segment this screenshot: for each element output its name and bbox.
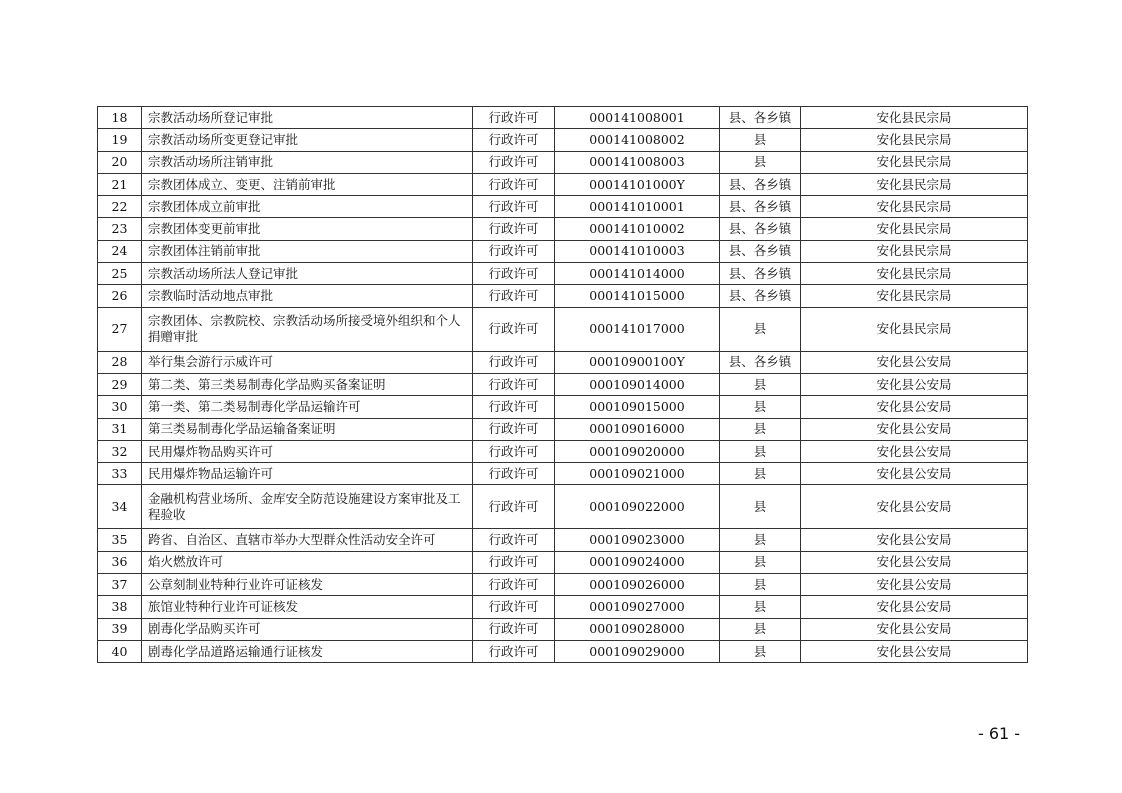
item-type-cell: 行政许可 [473,463,555,485]
item-name-cell: 宗教团体成立前审批 [142,196,473,218]
item-code-cell: 000141014000 [555,263,720,285]
item-name-cell: 第二类、第三类易制毒化学品购买备案证明 [142,373,473,395]
item-level-cell: 县 [720,396,801,418]
item-name-cell: 民用爆炸物品购买许可 [142,440,473,462]
row-number-cell: 40 [98,640,142,662]
item-name-cell: 宗教活动场所法人登记审批 [142,263,473,285]
item-type-cell: 行政许可 [473,596,555,618]
item-level-cell: 县 [720,440,801,462]
item-code-cell: 000109024000 [555,551,720,573]
department-cell: 安化县民宗局 [801,129,1028,151]
item-code-cell: 000141010003 [555,240,720,262]
item-name-cell: 公章刻制业特种行业许可证核发 [142,574,473,596]
item-type-cell: 行政许可 [473,618,555,640]
permits-table-body [98,107,1028,663]
table-row [98,173,1028,195]
item-type-cell: 行政许可 [473,440,555,462]
department-cell: 安化县公安局 [801,574,1028,596]
department-cell: 安化县公安局 [801,351,1028,373]
item-code-cell: 000109015000 [555,396,720,418]
item-type-cell: 行政许可 [473,240,555,262]
item-code-cell: 000109022000 [555,485,720,529]
item-code-cell: 000141008002 [555,129,720,151]
department-cell: 安化县民宗局 [801,151,1028,173]
item-level-cell: 县 [720,640,801,662]
page-number: - 61 - [978,724,1021,743]
row-number-cell: 39 [98,618,142,640]
department-cell: 安化县民宗局 [801,107,1028,129]
item-level-cell: 县、各乡镇 [720,218,801,240]
item-level-cell: 县 [720,596,801,618]
item-type-cell: 行政许可 [473,129,555,151]
item-level-cell: 县 [720,307,801,351]
row-number-cell: 29 [98,373,142,395]
department-cell: 安化县公安局 [801,529,1028,551]
item-level-cell: 县、各乡镇 [720,240,801,262]
department-cell: 安化县民宗局 [801,307,1028,351]
row-number-cell: 27 [98,307,142,351]
item-name-cell: 宗教活动场所变更登记审批 [142,129,473,151]
item-code-cell: 00014101000Y [555,173,720,195]
item-name-cell: 宗教团体成立、变更、注销前审批 [142,173,473,195]
row-number-cell: 31 [98,418,142,440]
table-row [98,529,1028,551]
department-cell: 安化县民宗局 [801,173,1028,195]
item-name-cell: 宗教活动场所登记审批 [142,107,473,129]
row-number-cell: 34 [98,485,142,529]
table-row [98,418,1028,440]
item-code-cell: 000109026000 [555,574,720,596]
item-code-cell: 000109029000 [555,640,720,662]
item-name-cell: 宗教团体变更前审批 [142,218,473,240]
department-cell: 安化县民宗局 [801,218,1028,240]
item-code-cell: 000141017000 [555,307,720,351]
item-name-cell: 剧毒化学品道路运输通行证核发 [142,640,473,662]
item-type-cell: 行政许可 [473,351,555,373]
table-row [98,129,1028,151]
row-number-cell: 32 [98,440,142,462]
item-name-cell: 焰火燃放许可 [142,551,473,573]
table-row [98,218,1028,240]
item-code-cell: 000141008001 [555,107,720,129]
item-type-cell: 行政许可 [473,640,555,662]
row-number-cell: 26 [98,285,142,307]
table-row [98,396,1028,418]
row-number-cell: 33 [98,463,142,485]
table-row [98,373,1028,395]
item-type-cell: 行政许可 [473,418,555,440]
item-type-cell: 行政许可 [473,529,555,551]
item-level-cell: 县 [720,418,801,440]
item-level-cell: 县 [720,151,801,173]
item-level-cell: 县、各乡镇 [720,173,801,195]
row-number-cell: 18 [98,107,142,129]
row-number-cell: 28 [98,351,142,373]
department-cell: 安化县民宗局 [801,240,1028,262]
table-row [98,263,1028,285]
table-row [98,107,1028,129]
department-cell: 安化县公安局 [801,640,1028,662]
item-level-cell: 县、各乡镇 [720,351,801,373]
item-name-cell: 民用爆炸物品运输许可 [142,463,473,485]
table-row [98,307,1028,351]
item-level-cell: 县、各乡镇 [720,285,801,307]
row-number-cell: 38 [98,596,142,618]
item-level-cell: 县 [720,551,801,573]
item-name-cell: 宗教团体、宗教院校、宗教活动场所接受境外组织和个人捐赠审批 [142,307,473,351]
item-type-cell: 行政许可 [473,373,555,395]
item-code-cell: 00010900100Y [555,351,720,373]
row-number-cell: 23 [98,218,142,240]
table-row [98,196,1028,218]
item-code-cell: 000109016000 [555,418,720,440]
department-cell: 安化县公安局 [801,373,1028,395]
item-code-cell: 000109021000 [555,463,720,485]
item-name-cell: 宗教团体注销前审批 [142,240,473,262]
table-row [98,596,1028,618]
table-row [98,151,1028,173]
item-code-cell: 000141010002 [555,218,720,240]
department-cell: 安化县公安局 [801,418,1028,440]
item-level-cell: 县 [720,618,801,640]
item-code-cell: 000109014000 [555,373,720,395]
item-level-cell: 县 [720,129,801,151]
item-level-cell: 县、各乡镇 [720,196,801,218]
table-row [98,463,1028,485]
item-level-cell: 县 [720,373,801,395]
item-name-cell: 剧毒化学品购买许可 [142,618,473,640]
item-name-cell: 宗教临时活动地点审批 [142,285,473,307]
item-type-cell: 行政许可 [473,196,555,218]
table-row [98,285,1028,307]
department-cell: 安化县公安局 [801,396,1028,418]
item-name-cell: 第一类、第二类易制毒化学品运输许可 [142,396,473,418]
item-type-cell: 行政许可 [473,396,555,418]
row-number-cell: 19 [98,129,142,151]
table-row [98,551,1028,573]
row-number-cell: 37 [98,574,142,596]
row-number-cell: 21 [98,173,142,195]
item-type-cell: 行政许可 [473,551,555,573]
department-cell: 安化县公安局 [801,618,1028,640]
item-type-cell: 行政许可 [473,285,555,307]
item-type-cell: 行政许可 [473,574,555,596]
item-name-cell: 跨省、自治区、直辖市举办大型群众性活动安全许可 [142,529,473,551]
item-type-cell: 行政许可 [473,263,555,285]
table-row [98,574,1028,596]
item-type-cell: 行政许可 [473,218,555,240]
table-row [98,440,1028,462]
row-number-cell: 20 [98,151,142,173]
department-cell: 安化县公安局 [801,485,1028,529]
item-type-cell: 行政许可 [473,485,555,529]
item-code-cell: 000109020000 [555,440,720,462]
item-name-cell: 旅馆业特种行业许可证核发 [142,596,473,618]
item-level-cell: 县、各乡镇 [720,107,801,129]
item-type-cell: 行政许可 [473,173,555,195]
item-code-cell: 000141015000 [555,285,720,307]
item-type-cell: 行政许可 [473,151,555,173]
table-row [98,485,1028,529]
table-row [98,240,1028,262]
row-number-cell: 35 [98,529,142,551]
department-cell: 安化县公安局 [801,440,1028,462]
row-number-cell: 24 [98,240,142,262]
item-code-cell: 000141010001 [555,196,720,218]
table-row [98,351,1028,373]
department-cell: 安化县民宗局 [801,196,1028,218]
item-code-cell: 000109023000 [555,529,720,551]
item-name-cell: 第三类易制毒化学品运输备案证明 [142,418,473,440]
item-code-cell: 000141008003 [555,151,720,173]
table-row [98,618,1028,640]
department-cell: 安化县公安局 [801,596,1028,618]
item-level-cell: 县、各乡镇 [720,263,801,285]
item-name-cell: 举行集会游行示威许可 [142,351,473,373]
row-number-cell: 30 [98,396,142,418]
department-cell: 安化县公安局 [801,551,1028,573]
department-cell: 安化县民宗局 [801,263,1028,285]
item-level-cell: 县 [720,485,801,529]
row-number-cell: 25 [98,263,142,285]
item-level-cell: 县 [720,574,801,596]
item-name-cell: 金融机构营业场所、金库安全防范设施建设方案审批及工程验收 [142,485,473,529]
row-number-cell: 22 [98,196,142,218]
item-level-cell: 县 [720,463,801,485]
row-number-cell: 36 [98,551,142,573]
department-cell: 安化县民宗局 [801,285,1028,307]
permits-table [97,106,1028,663]
table-row [98,640,1028,662]
item-code-cell: 000109027000 [555,596,720,618]
department-cell: 安化县公安局 [801,463,1028,485]
item-type-cell: 行政许可 [473,107,555,129]
item-name-cell: 宗教活动场所注销审批 [142,151,473,173]
item-level-cell: 县 [720,529,801,551]
item-code-cell: 000109028000 [555,618,720,640]
item-type-cell: 行政许可 [473,307,555,351]
